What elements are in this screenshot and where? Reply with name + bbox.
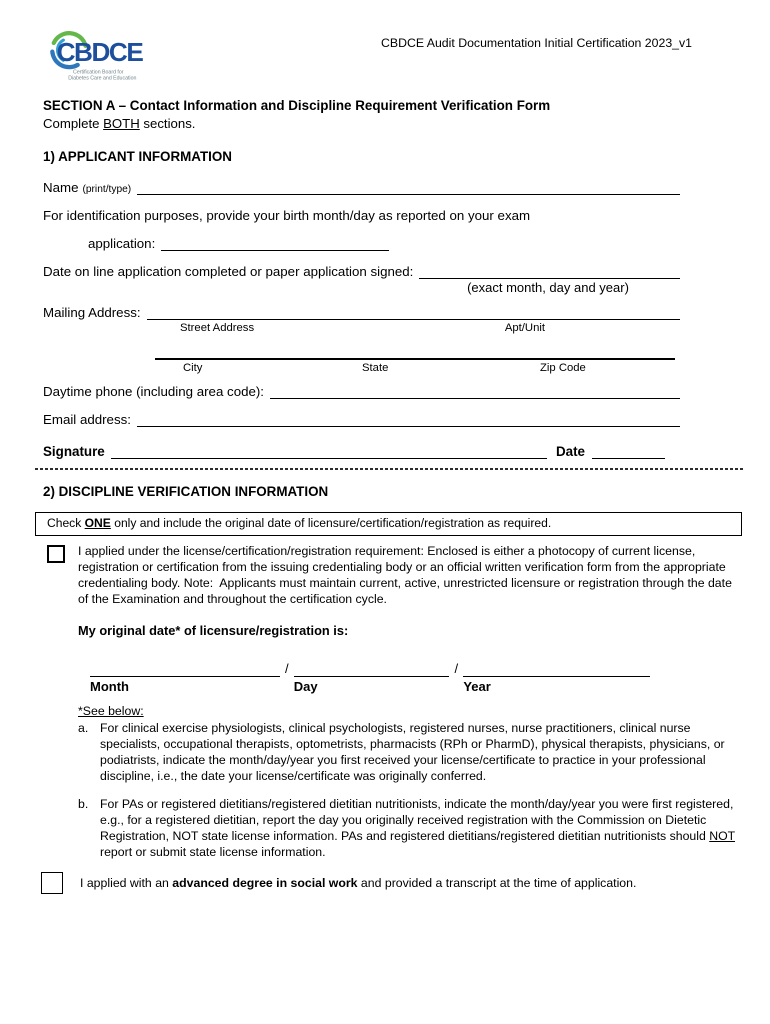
street-address-label: Street Address [180, 322, 255, 334]
mailing-address-row [43, 305, 680, 320]
application-signed-row [43, 264, 680, 279]
note-item-a [78, 720, 740, 784]
application-signed-blank-line[interactable] [419, 275, 680, 279]
daytime-phone-label: Daytime phone (including area code): [43, 384, 265, 399]
name-label: Name [43, 180, 79, 195]
date-blank-line[interactable] [592, 455, 665, 459]
birth-date-blank-line[interactable] [161, 247, 389, 251]
city-label: City [183, 362, 203, 374]
application-date-row [88, 236, 680, 251]
social-work-suffix: and provided a transcript at the time of application. [357, 876, 637, 890]
year-label: Year [463, 679, 491, 694]
note-item-b [78, 796, 740, 860]
applicant-info-heading: 1) APPLICANT INFORMATION [43, 149, 232, 164]
subtitle-suffix: sections. [139, 116, 196, 131]
cbdce-logo-icon [43, 24, 171, 86]
zip-code-label: Zip Code [540, 362, 586, 374]
check-one-suffix: only and include the original date of licensure/certification/registration as required. [110, 516, 552, 530]
item-a-text: For clinical exercise physiologists, clinical psychologists, registered nurses, nurse practitioners, clinical nurse specialists, occupational therapists, optometrists, pharmacists (RPh or PharmD), physical therapists, physicians, or podiatrists, indicate the month/day/year you first received your license/certificate to practice in your professional discipline, i.e., the date your license/certificate was originally conferred. [100, 721, 729, 783]
application-label: application: [88, 236, 156, 251]
subtitle-both: BOTH [103, 116, 140, 131]
mailing-address-blank-line[interactable] [147, 316, 680, 320]
item-b-marker: b. [78, 797, 89, 811]
social-work-prefix: I applied with an [80, 876, 173, 890]
address-line1-sublabels [180, 322, 545, 334]
original-date-heading: My original date* of licensure/registration is: [78, 623, 349, 638]
item-b-not: NOT [709, 829, 735, 843]
logo-tagline-line1: Certification Board for [73, 69, 124, 76]
item-b-part2: report or submit state license information. [100, 829, 739, 859]
day-label: Day [293, 679, 318, 694]
name-blank-line[interactable] [137, 191, 680, 195]
item-a-marker: a. [78, 721, 89, 735]
email-blank-line[interactable] [137, 423, 680, 427]
check-one-prefix: Check [47, 516, 85, 530]
cbdce-logo [43, 24, 171, 91]
see-below-note: *See below: [78, 704, 144, 718]
exact-date-hint: (exact month, day and year) [467, 280, 629, 295]
daytime-phone-blank-line[interactable] [270, 395, 680, 399]
subtitle-prefix: Complete [43, 116, 104, 131]
license-requirement-text: I applied under the license/certification/registration requirement: Enclosed is either a photocopy of current license, registration or certification from the issuing credentialing body or an official written verification form from the appropriate credentialing body. Note: Applicants must maintain current, active, unrestricted licensure or registration through the date of the Examination and throughout the certification cycle. [78, 544, 736, 606]
dashed-divider [35, 468, 743, 470]
check-one-instruction-box [35, 512, 742, 536]
month-blank-line[interactable] [90, 662, 280, 677]
signature-blank-line[interactable] [111, 455, 547, 459]
address-line2-blank-line[interactable] [155, 348, 675, 360]
date-label: Date [555, 444, 585, 459]
application-signed-label: Date on line application completed or paper application signed: [43, 264, 414, 279]
spacer-2 [449, 677, 463, 694]
signature-label: Signature [43, 444, 105, 459]
page-header [43, 24, 740, 86]
day-blank-line[interactable] [294, 662, 450, 677]
signature-row [43, 444, 665, 459]
apt-unit-label: Apt/Unit [504, 322, 545, 334]
logo-tagline-line2: Diabetes Care and Education [68, 75, 137, 82]
license-requirement-option [43, 543, 740, 607]
social-work-bold: advanced degree in social work [172, 876, 358, 890]
name-row [43, 180, 680, 195]
section-a-subtitle [43, 116, 740, 131]
item-b-part1: For PAs or registered dietitians/registered dietitian nutritionists, indicate the month/day/year you were first registered, e.g., for a registered dietitian, report the day you originally received registration with the Commission on Dietetic Registration, NOT state license information. PAs and registered dietitians/registered dietitian nutritionists should [100, 797, 737, 843]
discipline-heading: 2) DISCIPLINE VERIFICATION INFORMATION [43, 484, 329, 499]
social-work-option [43, 872, 740, 894]
document-title: CBDCE Audit Documentation Initial Certification 2023_v1 [380, 36, 692, 50]
license-requirement-checkbox[interactable] [47, 545, 65, 563]
daytime-phone-row [43, 384, 680, 399]
mailing-address-label: Mailing Address: [43, 305, 141, 320]
month-label: Month [90, 679, 129, 694]
social-work-text [80, 875, 636, 891]
email-row [43, 412, 680, 427]
year-blank-line[interactable] [463, 662, 650, 677]
date-slash-1: / [284, 661, 289, 676]
item-b-text [100, 796, 740, 860]
logo-wordmark: CBDCE [56, 36, 143, 67]
month-day-year-fields [90, 662, 650, 694]
check-one-bold: ONE [84, 516, 111, 530]
email-label: Email address: [43, 412, 131, 427]
state-label: State [362, 362, 389, 374]
section-a-heading: SECTION A – Contact Information and Discipline Requirement Verification Form [43, 98, 551, 113]
name-hint: (print/type) [82, 184, 132, 195]
social-work-checkbox[interactable] [41, 872, 63, 894]
date-slash-2: / [454, 661, 459, 676]
birth-instruction: For identification purposes, provide your birth month/day as reported on your exam [43, 208, 531, 223]
spacer-1 [280, 677, 294, 694]
address-line2-sublabels [183, 362, 740, 374]
